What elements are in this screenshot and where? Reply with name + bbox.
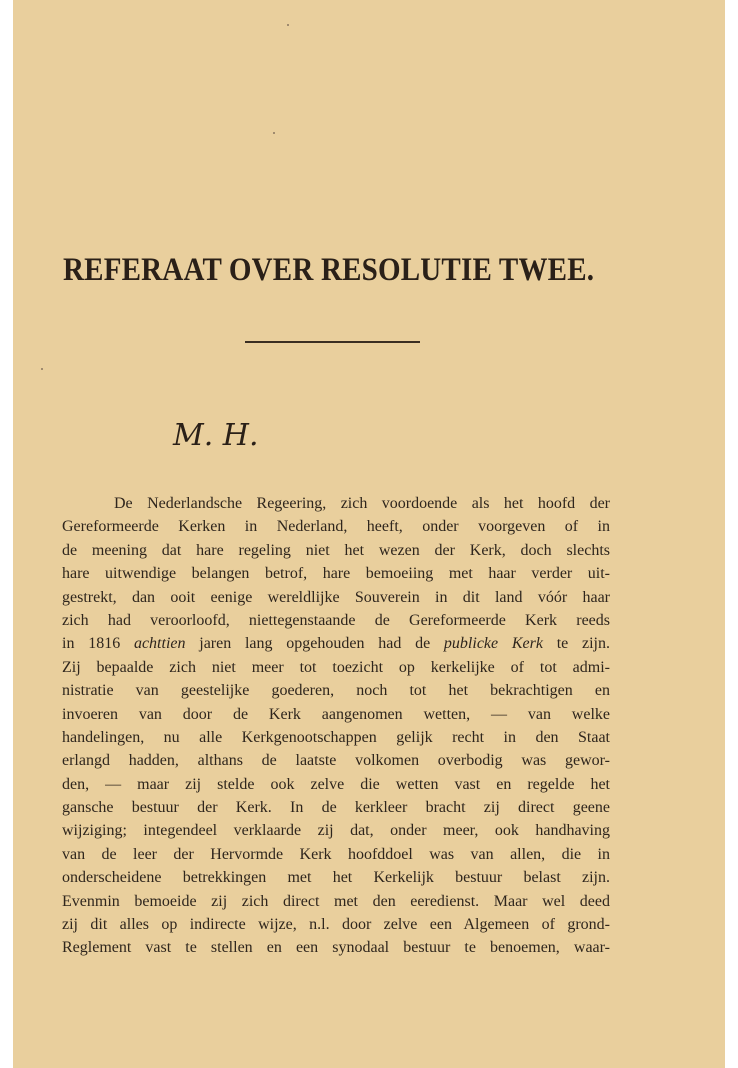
text-line: gestrekt, dan ooit eenige wereldlijke Souverein in dit land vóór haar — [62, 588, 610, 606]
text-line: hare uitwendige belangen betrof, hare bemoeiing met haar verder uit- — [62, 565, 610, 583]
paper-speck — [41, 368, 43, 370]
text-line: gansche bestuur der Kerk. In de kerkleer bracht zij direct geene — [62, 799, 610, 817]
text-line: den, — maar zij stelde ook zelve die wetten vast en regelde het — [62, 775, 610, 793]
body-paragraph — [62, 492, 610, 960]
emphasized-text: achttien — [133, 635, 186, 653]
text-line: zij dit alles op indirecte wijze, n.l. door zelve een Algemeen of grond- — [62, 916, 610, 934]
text-line: handelingen, nu alle Kerkgenootschappen gelijk recht in den Staat — [62, 728, 610, 746]
title-divider — [245, 341, 420, 343]
page-title: REFERAAT OVER RESOLUTIE TWEE. — [63, 252, 595, 288]
text-line: onderscheidene betrekkingen met het Kerkelijk bestuur belast zijn. — [62, 869, 610, 887]
text-run: te zijn. — [542, 635, 611, 653]
text-run: jaren lang opgehouden had de — [185, 635, 444, 653]
text-line: wijziging; integendeel verklaarde zij dat, onder meer, ook handhaving — [62, 822, 610, 840]
text-line: van de leer der Hervormde Kerk hoofddoel was van allen, die in — [62, 845, 610, 863]
text-line: De Nederlandsche Regeering, zich voordoende als het hoofd der — [114, 495, 610, 512]
text-run: in 1816 — [62, 635, 134, 653]
text-line: Evenmin bemoeide zij zich direct met den eeredienst. Maar wel deed — [62, 892, 610, 910]
text-line: de meening dat hare regeling niet het wezen der Kerk, doch slechts — [62, 541, 610, 559]
salutation: M. H. — [173, 418, 259, 453]
text-line: Gereformeerde Kerken in Nederland, heeft, onder voorgeven of in — [62, 518, 610, 536]
text-line: invoeren van door de Kerk aangenomen wetten, — van welke — [62, 705, 610, 723]
paper-speck — [273, 132, 275, 134]
text-line: nistratie van geestelijke goederen, noch tot het bekrachtigen en — [62, 682, 610, 700]
text-line: erlangd hadden, althans de laatste volkomen overbodig was gewor- — [62, 752, 610, 770]
book-page — [13, 0, 725, 1068]
text-line — [62, 632, 610, 655]
text-line: Zij bepaalde zich niet meer tot toezicht op kerkelijke of tot admi- — [62, 658, 610, 676]
paper-speck — [287, 24, 289, 26]
emphasized-text: publicke Kerk — [443, 635, 543, 653]
text-line: Reglement vast te stellen en een synodaal bestuur te benoemen, waar- — [62, 939, 610, 957]
text-line: zich had veroorloofd, niettegenstaande de Gereformeerde Kerk reeds — [62, 611, 610, 629]
